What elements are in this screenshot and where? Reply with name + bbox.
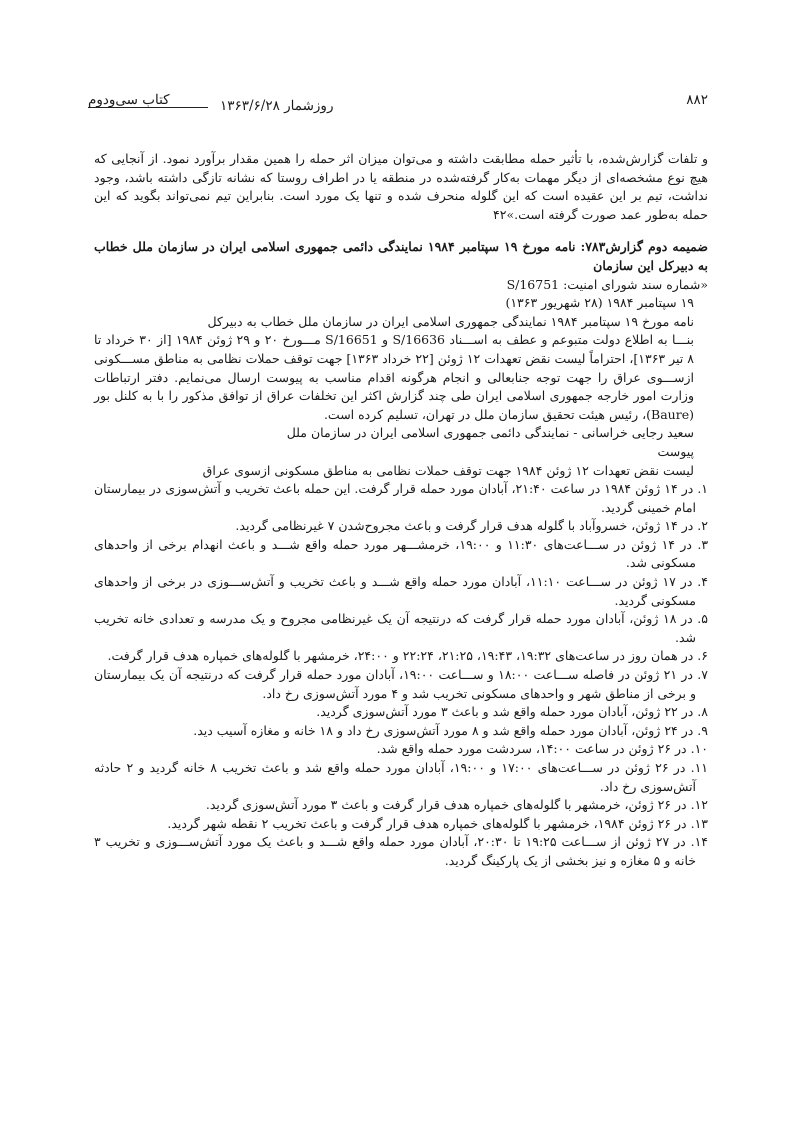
intro-paragraph: و تلفات گزارش‌شده، با تأثیر حمله مطابقت داشته و می‌توان میزان اثر حمله را همین مقدار برآورد نمود. از آنجایی که هیچ نوع مشخصه‌ای از دیگر مهمات به‌کار گرفته‌شده در منطقه یا در اطراف روستا که نشانه تازگی داشته باشد، وجود نداشت، تیم بر این عقیده است که این گلوله منحرف شده و تنها یک مورد است. بنابراین تیم نمی‌تواند بگوید که این حمله به‌طور عمد صورت گرفته است.»۴۲ bbox=[94, 151, 708, 222]
document-date: ۱۹ سپتامبر ۱۹۸۴ (۲۸ شهریور ۱۳۶۳) bbox=[505, 295, 694, 311]
page-body bbox=[94, 150, 708, 871]
document-number: «شماره سند شورای امنیت: S/16751 bbox=[506, 276, 708, 292]
list-item: ۱۳. در ۲۶ ژوئن ۱۹۸۴، خرمشهر با گلوله‌های خمپاره هدف قرار گرفت و باعث تخریب ۲ نقطه شهر گردید. bbox=[167, 815, 708, 831]
list-item: ۱۱. در ۲۶ ژوئن در ســـاعت‌های ۱۷:۰۰ و ۱۹:۰۰، آبادان مورد حمله واقع شد و باعث تخریب ۸ خانه گردید و ۲ حادثه آتش‌سوزی رخ داد. bbox=[94, 760, 709, 794]
list-item: ۱۲. در ۲۶ ژوئن، خرمشهر با گلوله‌های خمپاره هدف قرار گرفت و باعث ۳ مورد آتش‌سوزی گردید. bbox=[205, 797, 708, 813]
page-number: ۸۸۲ bbox=[686, 92, 708, 108]
list-item: ۸. در ۲۲ ژوئن، آبادان مورد حمله واقع شد و باعث ۳ مورد آتش‌سوزی گردید. bbox=[316, 704, 708, 720]
list-item: ۱. در ۱۴ ژوئن ۱۹۸۴ در ساعت ۲۱:۴۰، آبادان مورد حمله قرار گرفت. این حمله باعث تخریب و آتش‌سوزی در بیمارستان امام خمینی گردید. bbox=[94, 481, 709, 515]
list-item: ۶. در همان روز در ساعت‌های ۱۹:۳۲، ۱۹:۴۳، ۲۱:۲۵، ۲۲:۲۴ و ۲۴:۰۰، خرمشهر با گلوله‌های خمپاره هدف قرار گرفت. bbox=[107, 648, 708, 664]
list-item: ۲. در ۱۴ ژوئن، خسروآباد با گلوله هدف قرار گرفت و باعث مجروح‌شدن ۷ غیرنظامی گردید. bbox=[235, 518, 708, 534]
attachment-label: پیوست bbox=[657, 443, 694, 459]
signature: سعید رجایی خراسانی - نمایندگی دائمی جمهوری اسلامی ایران در سازمان ملل bbox=[286, 425, 694, 441]
list-item: ۴. در ۱۷ ژوئن در ســـاعت ۱۱:۱۰، آبادان مورد حمله واقع شـــد و باعث تخریب و آتش‌ســـوزی در برخی از واحدهای مسکونی گردید. bbox=[94, 574, 708, 608]
list-item: ۱۰. در ۲۶ ژوئن در ساعت ۱۴:۰۰، سردشت مورد حمله واقع شد. bbox=[376, 741, 708, 757]
list-item: ۵. در ۱۸ ژوئن، آبادان مورد حمله قرار گرفت که درنتیجه آن یک غیرنظامی مجروح و یک مدرسه و تعدادی خانه تخریب شد. bbox=[94, 611, 708, 645]
list-title: لیست نقض تعهدات ۱۲ ژوئن ۱۹۸۴ جهت توقف حملات نظامی به مناطق مسکونی ازسوی عراق bbox=[202, 462, 694, 478]
list-item: ۷. در ۲۱ ژوئن در فاصله ســـاعت ۱۸:۰۰ و ســـاعت ۱۹:۰۰، آبادان مورد حمله قرار گرفت که درنتیجه آن یک بیمارستان و برخی از مناطق شهر و واحدهای مسکونی تخریب شد و ۴ مورد آتش‌سوزی رخ داد. bbox=[94, 667, 708, 701]
letter-body: بنـــا به اطلاع دولت متبوعم و عطف به اســـناد S/16636 و S/16651 مـــورخ ۲۰ و ۲۹ ژوئن ۱۹۸۴ [از ۳۰ خرداد تا ۸ تیر ۱۳۶۳]، احتراماً لیست نقض تعهدات ۱۲ ژوئن [۲۲ خرداد ۱۳۶۳] جهت توقف حملات نظامی به مناطق مســـکونی ازســـوی عراق را جهت توجه جنابعالی و انجام هرگونه اقدام مناسب به پیوست ارسال می‌نمایم. دفتر ارتباطات وزارت امور خارجه جمهوری اسلامی ایران طی چند گزارش اکثر این تخلفات عراق از توافق مذکور را با به کلنل بور (Baure)، رئیس هیئت تحقیق سازمان ملل در تهران، تسلیم کرده است. bbox=[94, 332, 695, 422]
book-title: کتاب سی‌ودوم bbox=[88, 92, 170, 108]
violations-list bbox=[94, 480, 708, 870]
letter-title: نامه مورخ ۱۹ سپتامبر ۱۹۸۴ نمایندگی جمهوری اسلامی ایران در سازمان ملل خطاب به دبیرکل bbox=[207, 313, 694, 329]
page-header bbox=[88, 92, 708, 114]
list-item: ۹. در ۲۴ ژوئن، آبادان مورد حمله واقع شد و ۸ مورد آتش‌سوزی رخ داد و ۱۸ خانه و مغازه آسیب دید. bbox=[193, 722, 708, 738]
list-item: ۱۴. در ۲۷ ژوئن از ســـاعت ۱۹:۲۵ تا ۲۰:۳۰، آبادان مورد حمله واقع شـــد و باعث یک مورد آتش‌ســـوزی و تخریب ۳ خانه و ۵ مغازه و نیز بخشی از یک پارکینگ گردید. bbox=[94, 834, 708, 868]
running-head: روزشمار ۱۳۶۳/۶/۲۸ bbox=[220, 98, 334, 114]
list-item: ۳. در ۱۴ ژوئن در ســـاعت‌های ۱۱:۳۰ و ۱۹:۰۰، خرمشـــهر مورد حمله واقع شـــد و باعث انهدام برخی از واحدهای مسکونی شد. bbox=[94, 536, 709, 571]
appendix-heading: ضمیمه دوم گزارش۷۸۳: نامه مورخ ۱۹ سپتامبر ۱۹۸۴ نمایندگی دائمی جمهوری اسلامی ایران در سازمان ملل خطاب به دبیرکل این سازمان bbox=[94, 239, 708, 273]
